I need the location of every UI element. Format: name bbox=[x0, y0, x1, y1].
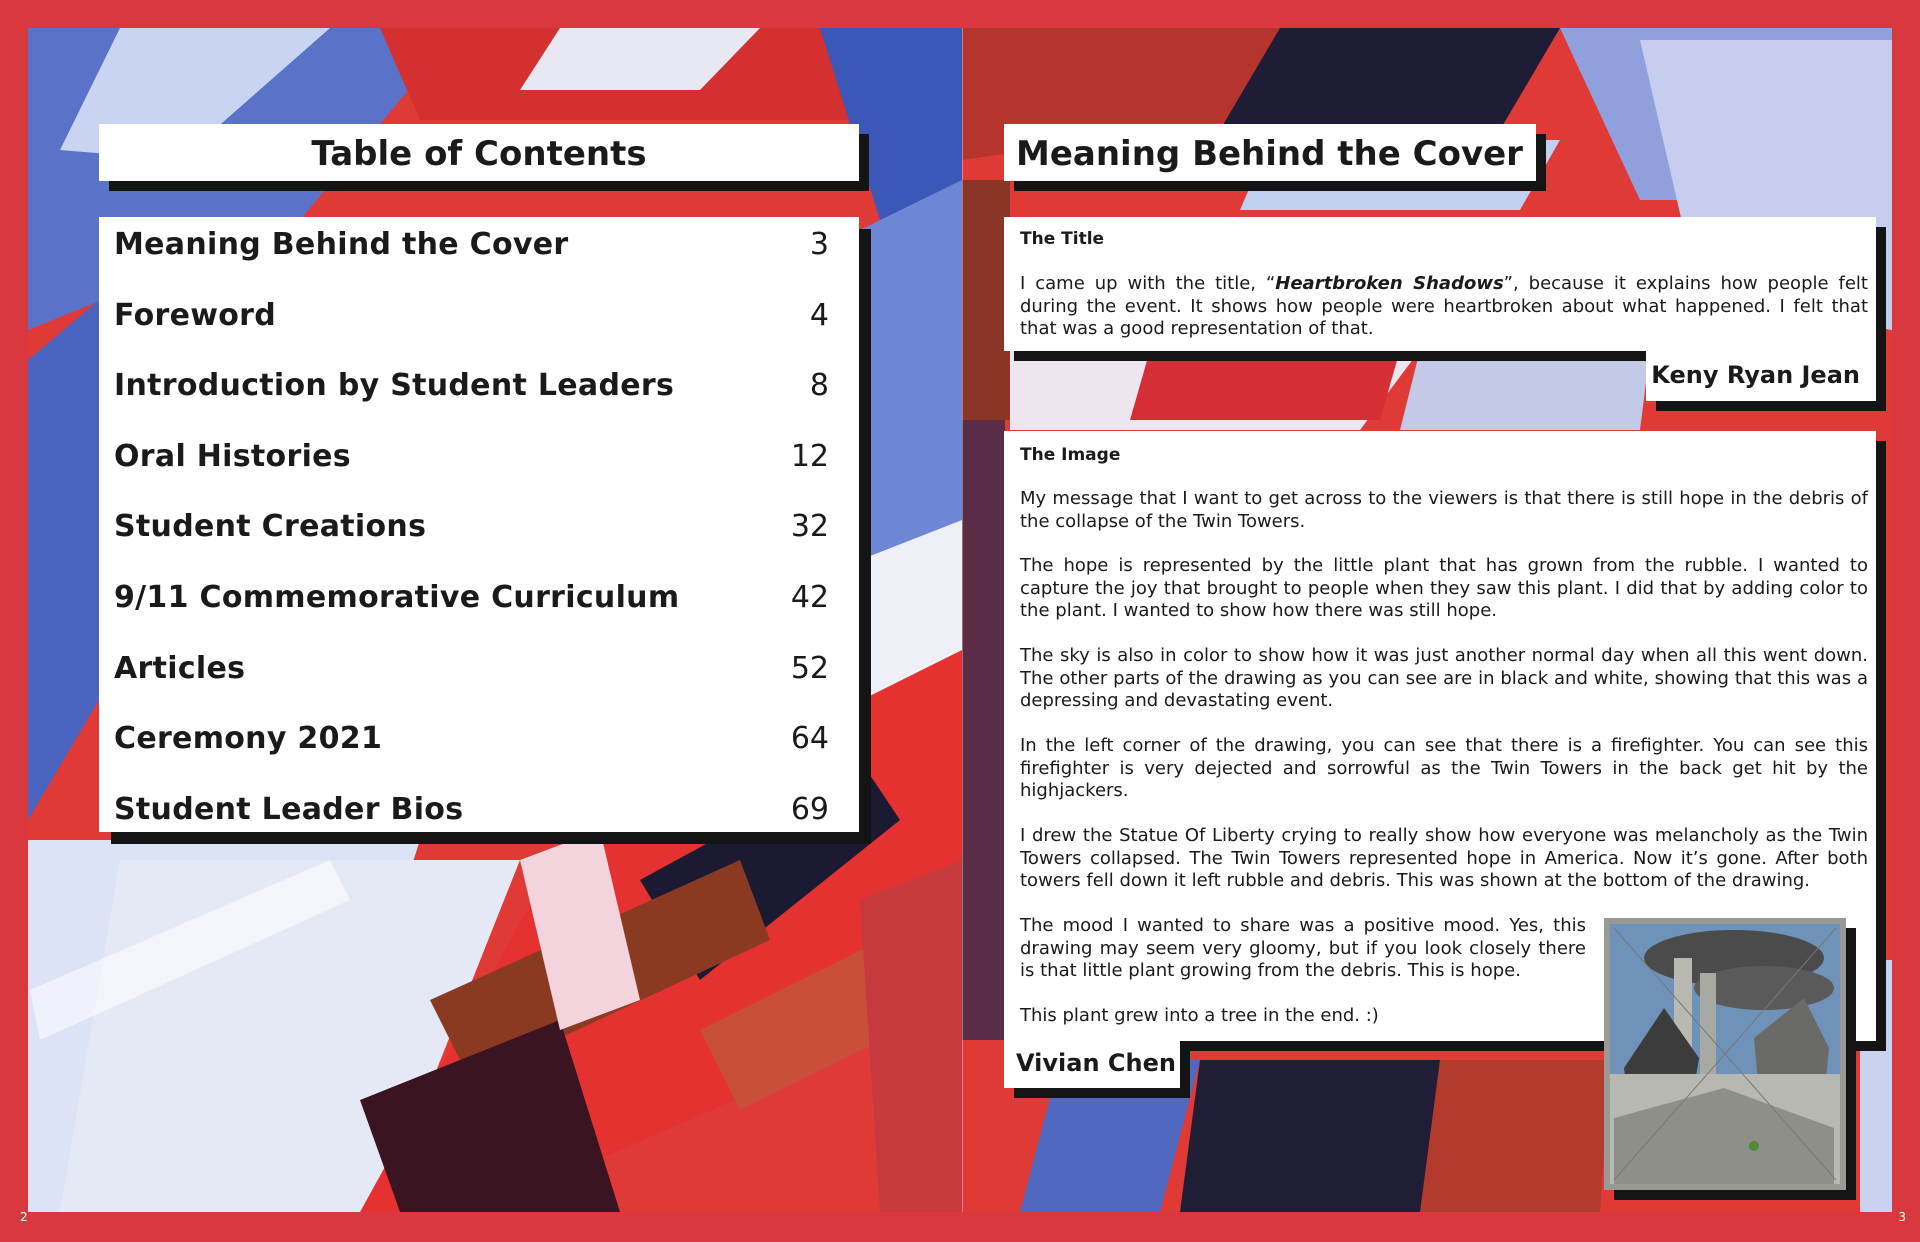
toc-item-page: 12 bbox=[790, 439, 829, 474]
image-section-paragraph: In the left corner of the drawing, you can see that there is a firefighter. You can see this firefighter is very dejected and sorrowful as the Twin Towers in the back get hit by the highjackers. bbox=[1020, 735, 1868, 801]
image-section-heading: The Image bbox=[1020, 445, 1121, 465]
image-section-paragraph: This plant grew into a tree in the end. :) bbox=[1020, 1005, 1379, 1026]
toc-item-label: Foreword bbox=[114, 298, 277, 333]
cover-meaning-heading: Meaning Behind the Cover bbox=[1016, 134, 1523, 174]
image-section-paragraph: My message that I want to get across to the viewers is that there is still hope in the debris of the collapse of the Twin Towers. bbox=[1020, 488, 1868, 532]
toc-item-page: 3 bbox=[809, 227, 829, 262]
image-section-paragraph: I drew the Statue Of Liberty crying to really show how everyone was melancholy as the Twin Towers collapsed. The Twin Towers represented hope in America. Now it’s gone. After both towers fell down it left rubble and debris. This was shown at the bottom of the drawing. bbox=[1020, 825, 1868, 891]
toc-header-box bbox=[99, 124, 859, 181]
toc-title: Table of Contents bbox=[311, 134, 647, 174]
toc-item-label: Introduction by Student Leaders bbox=[114, 368, 675, 403]
image-section-paragraph: The mood I wanted to share was a positive mood. Yes, this drawing may seem very gloomy, but if you look closely there is that little plant growing from the debris. This is hope. bbox=[1020, 915, 1586, 981]
toc-item[interactable] bbox=[114, 580, 829, 620]
cover-meaning-header-box bbox=[1004, 124, 1536, 181]
toc-item-label: Student Creations bbox=[114, 509, 427, 544]
title-section-heading: The Title bbox=[1020, 229, 1105, 249]
author-name: Keny Ryan Jean bbox=[1651, 361, 1860, 389]
toc-item-label: Oral Histories bbox=[114, 439, 351, 474]
toc-item-page: 42 bbox=[790, 580, 829, 615]
page-number-right: 3 bbox=[1898, 1210, 1906, 1224]
toc-item-label: Meaning Behind the Cover bbox=[114, 227, 569, 262]
toc-item[interactable] bbox=[114, 439, 829, 479]
image-section-paragraph: The hope is represented by the little plant that has grown from the rubble. I wanted to capture the joy that brought to people when they saw this plant. I did that by adding color to the plant. I wanted to show how there was still hope. bbox=[1020, 555, 1868, 621]
toc-item-label: Student Leader Bios bbox=[114, 792, 464, 827]
toc-item-label: Articles bbox=[114, 651, 246, 686]
toc-list bbox=[99, 217, 859, 832]
cover-title-emphasis: Heartbroken Shadows bbox=[1275, 273, 1504, 294]
toc-item[interactable] bbox=[114, 509, 829, 549]
author-box-keny bbox=[1646, 351, 1876, 401]
toc-item-page: 64 bbox=[790, 721, 829, 756]
toc-item-label: 9/11 Commemorative Curriculum bbox=[114, 580, 680, 615]
toc-item-page: 4 bbox=[809, 298, 829, 333]
toc-item[interactable] bbox=[114, 651, 829, 691]
cover-drawing-image bbox=[1604, 918, 1846, 1190]
title-section-panel bbox=[1004, 217, 1876, 351]
toc-item-page: 32 bbox=[790, 509, 829, 544]
toc-item-page: 52 bbox=[790, 651, 829, 686]
image-section-paragraph: The sky is also in color to show how it was just another normal day when all this went down. The other parts of the drawing as you can see are in black and white, showing that this was a depressing and devastating event. bbox=[1020, 645, 1868, 711]
toc-item[interactable] bbox=[114, 368, 829, 408]
spine-gutter bbox=[962, 28, 963, 1212]
toc-item[interactable] bbox=[114, 227, 829, 267]
author-name: Vivian Chen bbox=[1016, 1049, 1176, 1077]
toc-item-page: 8 bbox=[809, 368, 829, 403]
toc-item[interactable] bbox=[114, 792, 829, 832]
page-number-left: 2 bbox=[20, 1210, 28, 1224]
toc-item-page: 69 bbox=[790, 792, 829, 827]
toc-item-label: Ceremony 2021 bbox=[114, 721, 383, 756]
title-section-body: I came up with the title, “Heartbroken Shadows”, because it explains how people felt during the event. It shows how people were heartbroken about what happened. I felt that that was a good representation of that. bbox=[1020, 273, 1868, 339]
toc-item[interactable] bbox=[114, 298, 829, 338]
toc-item[interactable] bbox=[114, 721, 829, 761]
author-box-vivian bbox=[1004, 1040, 1180, 1088]
